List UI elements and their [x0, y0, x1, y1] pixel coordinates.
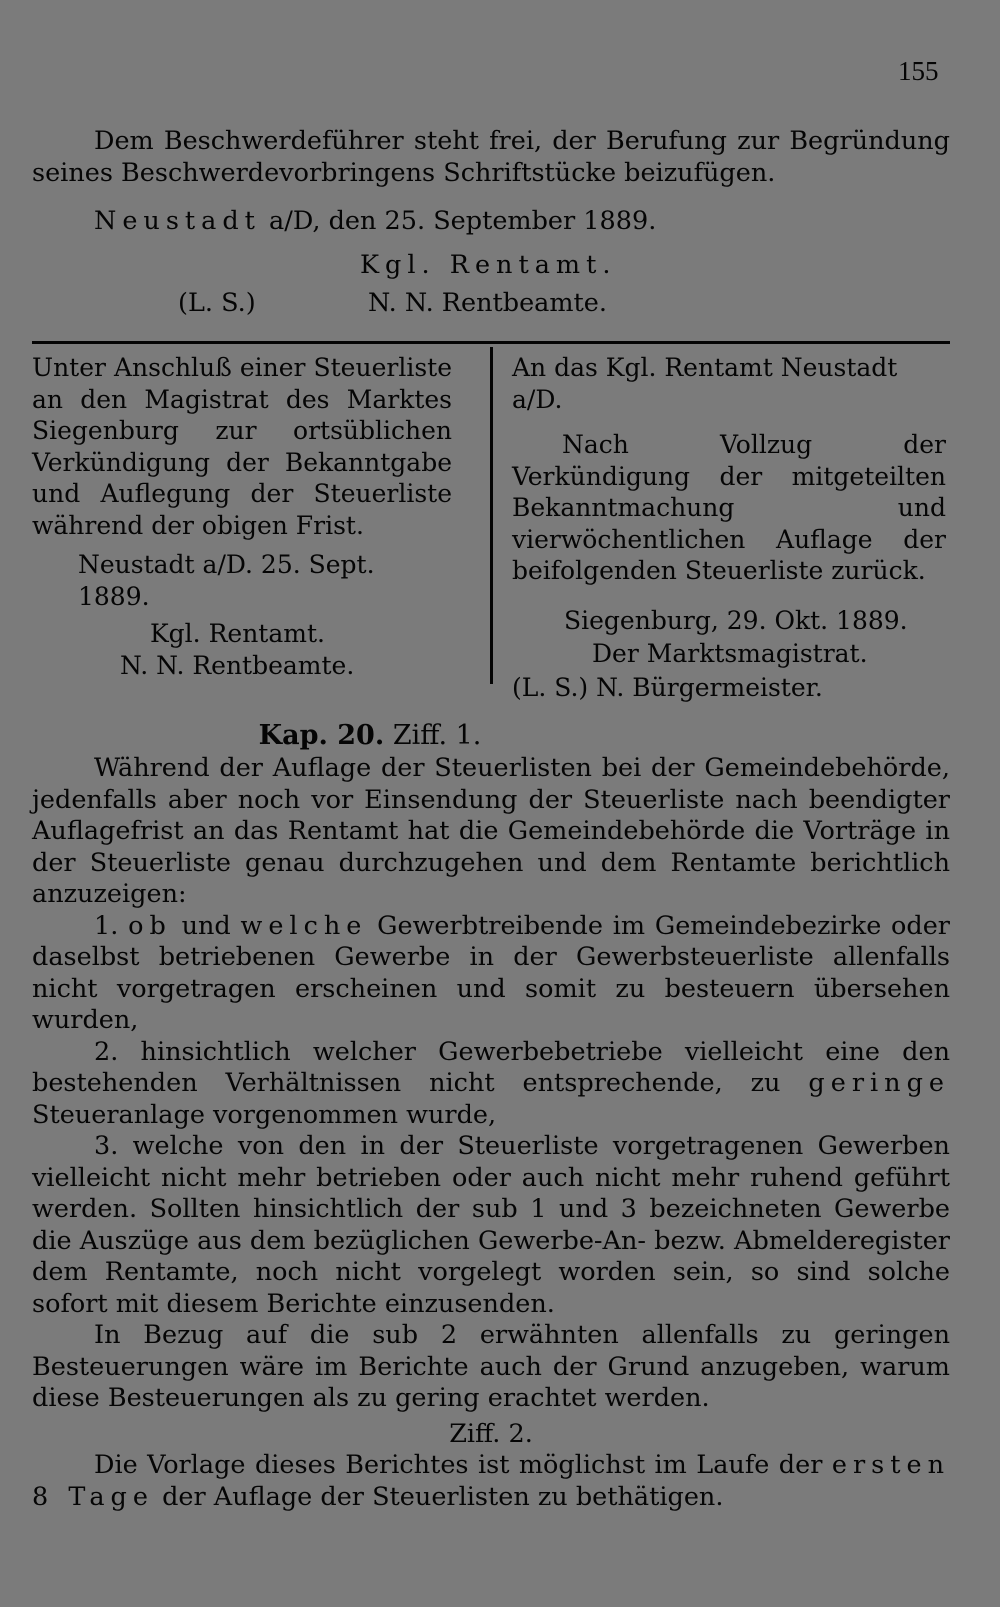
- item-2-emphasis: geringe: [808, 1068, 951, 1098]
- left-column-text: Unter Anschluß einer Steuerliste an den Magistrat des Marktes Siegenburg zur ortsüblichen Verkündigung der Bekanntgabe und Auflegung der Steuerliste während der obigen Frist.: [32, 353, 452, 540]
- bezug-paragraph: In Bezug auf die sub 2 erwähnten allenfalls zu geringen Besteuerungen wäre im Berichte auch der Grund anzugeben, warum diese Besteuerungen als zu gering erachtet werden.: [32, 1320, 950, 1413]
- right-column-text: Nach Vollzug der Verkündigung der mitgeteilten Bekanntmachung und vierwöchentlichen Auflage der beifolgenden Steuerliste zurück.: [512, 430, 946, 585]
- vorlage-text-a: Die Vorlage dieses Berichtes ist möglichst im Laufe der: [94, 1450, 823, 1480]
- horizontal-rule: [32, 341, 950, 344]
- list-item-3: 3. welche von den in der Steuerliste vorgetragenen Gewerben vielleicht nicht mehr betrieben oder auch nicht mehr ruhend geführt werden. Sollten hinsichtlich der sub 1 und 3 bezeichneten Gewerbe die Auszüge aus dem bezüglichen Gewerbe-An- bezw. Abmelderegister dem Rentamte, noch nicht vorgelegt worden sein, so sind solche sofort mit diesem Berichte einzusenden.: [32, 1131, 950, 1319]
- item-2-text-a: 2. hinsichtlich welcher Gewerbebetriebe vielleicht eine den bestehenden Verhältnissen nicht entsprechende, zu: [32, 1036, 950, 1098]
- item-1-und: und: [181, 910, 231, 941]
- left-column-office: Kgl. Rentamt.: [150, 619, 325, 648]
- item-1-ob: ob: [128, 910, 172, 941]
- right-column: [512, 352, 946, 703]
- right-column-date: Siegenburg, 29. Okt. 1889.: [564, 605, 908, 635]
- ziffer-1-label: Ziff. 1.: [392, 720, 482, 751]
- item-1-welche: welche: [240, 910, 368, 941]
- right-column-signature: [512, 672, 946, 704]
- item-2-text-b: Steueranlage vorgenommen wurde,: [32, 1099, 497, 1130]
- chapter-heading: [120, 720, 620, 752]
- chapter-body: [32, 753, 950, 1513]
- list-item-1: [32, 911, 950, 1037]
- page-number: 155: [898, 56, 939, 86]
- right-column-address: An das Kgl. Rentamt Neustadt a/D.: [512, 353, 898, 414]
- official-signature: N. N. Rentbeamte.: [368, 288, 607, 318]
- chapter-number: Kap. 20.: [258, 720, 385, 751]
- ziffer-2-label: Ziff. 2.: [449, 1418, 533, 1449]
- vorlage-emphasis-2: 8 Tage: [32, 1481, 154, 1512]
- chapter-intro: Während der Auflage der Steuerlisten bei der Gemeindebehörde, jedenfalls aber noch vor Einsendung der Steuerliste nach beendigter Auflagefrist an das Rentamt hat die Gemeindebehörde die Vorträge in der Steuerliste genau durchzugehen und dem Rentamte berichtlich anzuzeigen:: [32, 753, 950, 909]
- place-date: a/D, den 25. September 1889.: [269, 206, 657, 236]
- seal-mark: (L. S.): [178, 288, 256, 318]
- place-date-line: [94, 206, 894, 238]
- vorlage-emphasis-1: ersten: [831, 1450, 950, 1480]
- vorlage-paragraph: [32, 1450, 950, 1513]
- right-column-seal: (L. S.): [512, 672, 589, 702]
- column-divider: [490, 347, 493, 684]
- left-column-date: Neustadt a/D. 25. Sept. 1889.: [78, 550, 375, 611]
- left-column: [32, 352, 452, 681]
- list-item-2: [32, 1037, 950, 1132]
- intro-paragraph: Dem Beschwerdeführer steht frei, der Berufung zur Begründung seines Beschwerdevorbringens Schriftstücke beizufügen.: [32, 126, 950, 188]
- place-name: Neustadt: [94, 206, 261, 236]
- item-1-text: Gewerbtreibende im Gemeindebezirke oder daselbst betriebenen Gewerbe in der Gewerbsteuerliste allenfalls nicht vorgetragen erscheinen und somit zu besteuern übersehen wurden,: [32, 910, 951, 1035]
- left-column-official: N. N. Rentbeamte.: [120, 650, 355, 680]
- item-1-number: 1.: [94, 910, 119, 941]
- right-column-official: N. Bürgermeister.: [596, 672, 823, 702]
- right-column-office: Der Marktsmagistrat.: [592, 639, 868, 668]
- office-title: Kgl. Rentamt.: [360, 250, 617, 280]
- vorlage-text-b: der Auflage der Steuerlisten zu bethätigen.: [162, 1481, 724, 1512]
